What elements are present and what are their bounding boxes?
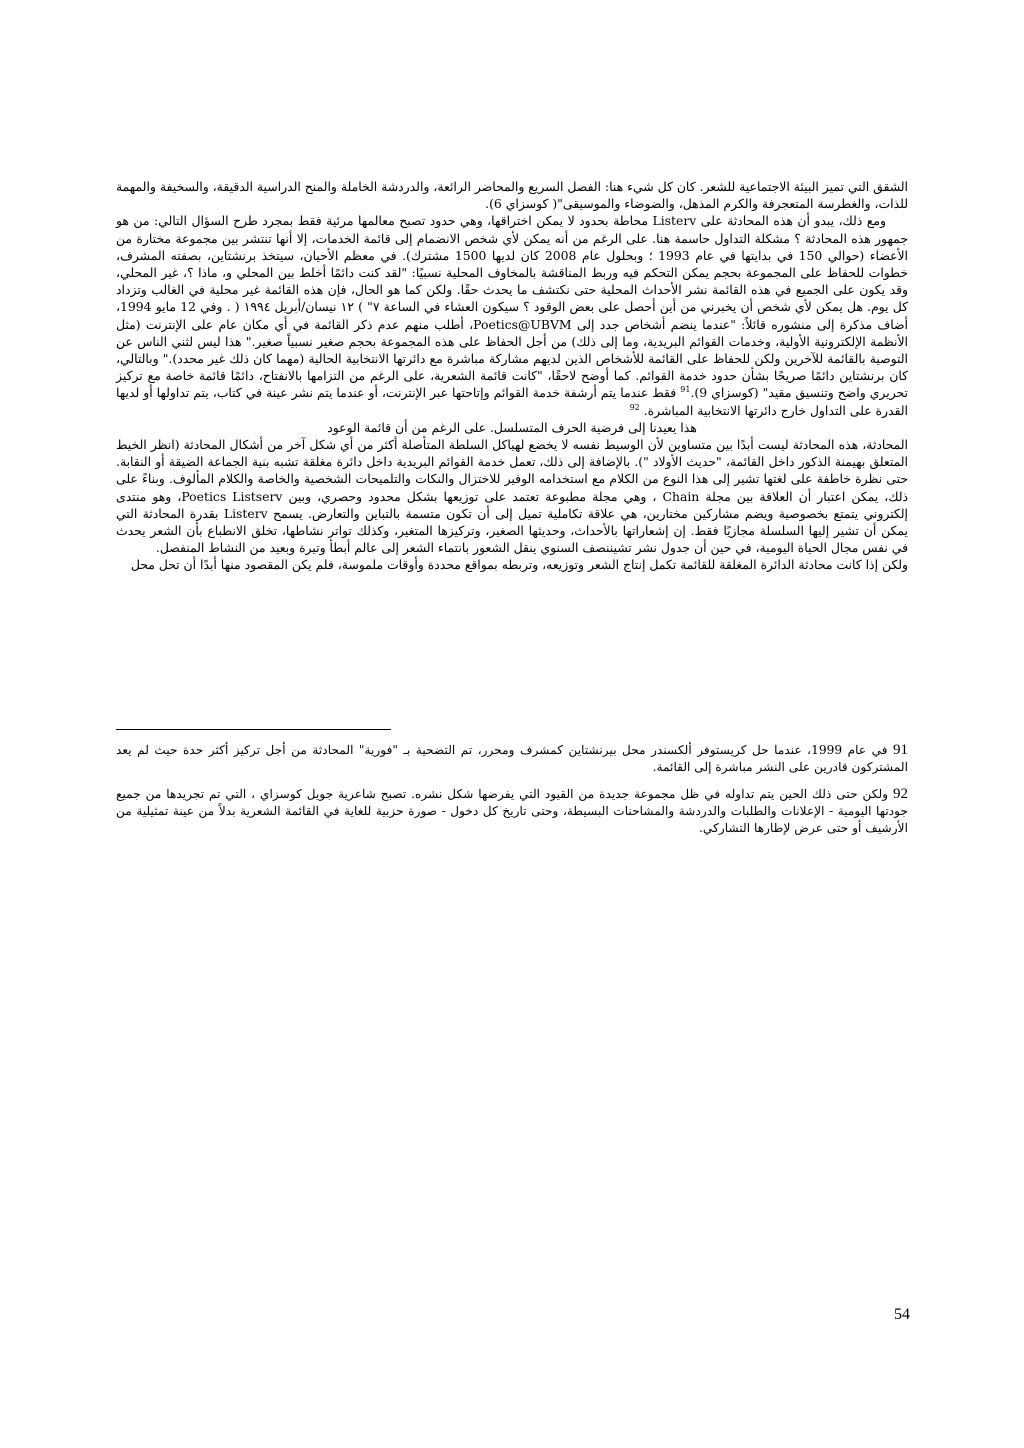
- footnote-ref-91: 91: [680, 385, 691, 395]
- paragraph-3: [116, 419, 908, 436]
- footnote-91-number: 91: [893, 742, 909, 758]
- footnote-ref-92: 92: [629, 402, 640, 412]
- footnote-92-number: 92: [893, 786, 908, 802]
- paragraph-4-text: المحادثة، هذه المحادثة ليست أبدًا بين متساوين لأن الوسيط نفسه لا يخضع لهياكل السلطة المتأصلة أكثر من أي شكل آخر من أشكال المحادثة (انظر الخيط المتعلق بهيمنة الذكور داخل القائمة، "حديث الأولاد "). بالإضافة إلى ذلك، تعمل خدمة القوائم البريدية داخل دائرة مغلقة تشبه بنية الجماعة الضيقة أو النقابة. حتى نظرة خاطفة على لغتها تشير إلى هذا النوع من الكلام مع استخدامه الوفير للاختزال والنكات والتلميحات الشخصية والخاصة والكلام المألوف. وبناءً على ذلك، يمكن اعتبار أن العلاقة بين مجلة Chain ، وهي مجلة مطبوعة تعتمد على توزيعها بشكل محدود وحصري، وبين Poetics Listserv، وهو منتدى إلكتروني يتمتع بخصوصية ويضم مشاركين مختارين، هي علاقة تكاملية تميل إلى أن تكون متسمة بالتباين والتعارض. يسمح Listerv بقدرة المحادثة التي يمكن أن تشير إليها السلسلة مجازيًا فقط. إن إشعاراتها بالأحداث، وحديثها الصغير، وتركيزها المتغير، وكذلك تواتر نشاطها، تخلق الانطباع بأن الشعر يحدث في نفس مجال الحياة اليومية، في حين أن جدول نشر تشيننصف السنوي ينقل الشعور بانتماء الشعر إلى عالم أبطأ وتيرة وبعيد من النشاط المنفصل.: [116, 437, 909, 556]
- body-text: [116, 178, 908, 574]
- footnote-91-text: في عام 1999، عندما حل كريستوفر ألكسندر محل بيرنشتاين كمشرف ومحرر، تم التضحية بـ "فورية" المحادثة من أجل تركيز أكثر حدة حيث لم يعد المشتركون قادرين على النشر مباشرة إلى القائمة.: [116, 743, 908, 774]
- paragraph-5: [116, 556, 908, 573]
- paragraph-2: [116, 212, 908, 418]
- page-number: 54: [894, 1306, 910, 1323]
- paragraph-5-text: ولكن إذا كانت محادثة الدائرة المغلقة للقائمة تكمل إنتاج الشعر وتوزيعه، وتربطه بمواقع محددة وأوقات ملموسة، فلم يكن المقصود منها أبدًا أن تحل محل: [130, 557, 908, 573]
- footnote-92: [116, 786, 908, 837]
- paragraph-3-text: هذا يعيدنا إلى فرضية الحرف المتسلسل. على الرغم من أن قائمة الوعود: [327, 419, 697, 435]
- paragraph-2-tail: فقط عندما يتم أرشفة خدمة القوائم وإتاحتها عبر الإنترنت، أو عندما يتم نشر عينة في كتاب، يتم تداولها أو لديها القدرة على التداول خارج دائرتها الانتخابية المباشرة.: [116, 385, 908, 418]
- paragraph-4: [116, 436, 908, 556]
- paragraph-2-text: ومع ذلك، يبدو أن هذه المحادثة على Listerv محاطة بحدود لا يمكن اختراقها، وهي حدود تصبح معالمها مرئية فقط بمجرد طرح السؤال التالي: من هو جمهور هذه المحادثة ؟ مشكلة التداول حاسمة هنا. على الرغم من أنه يمكن لأي شخص الانضمام إلى قائمة الخدمات، إلا أنها تنتشر بين مجموعة مختارة من الأعضاء (حوالي 150 في بدايتها في عام 1993 ؛ وبحلول عام 2008 كان لديها 1500 مشترك). في معظم الأحيان، سيتخذ برنشتاين، بصفته المشرف، خطوات للحفاظ على المجموعة بحجم يمكن التحكم فيه وربط المناقشة بالمخاوف المحلية نسبيًا: "لقد كنت دائمًا أخلط بين المحلي و، ماذا ؟، غير المحلي، وقد يكون على الجميع في هذه القائمة نشر الأحداث المحلية حتى نكتشف ما يحدث حقًا. ولكن كما هو الحال، فإن هذه القائمة غير محلية في الغالب وتزداد كل يوم. هل يمكن لأي شخص أن يخبرني من أين أحصل على بعض الوقود ؟ سيكون العشاء في الساعة ٧" ) ١٢ نيسان/أبريل ١٩٩٤ ( . وفي 12 مايو 1994، أضاف مذكرة إلى منشوره قائلاً: "عندما ينضم أشخاص جدد إلى Poetics@UBVM، أطلب منهم عدم ذكر القائمة في أي مكان عام على الإنترنت (مثل الأنظمة الإلكترونية الأولية، وخدمات القوائم البريدية، وما إلى ذلك) من أجل الحفاظ على هذه المجموعة بحجم صغير نسبياً صغير." هذا ليس لثني الناس عن التوصية بالقائمة للآخرين ولكن للحفاظ على القائمة للأشخاص الذين لديهم مشاركة مباشرة مع دائرتها الانتخابية الحالية (مهما كان ذلك غير محدد)." وبالتالي، كان برنشتاين دائمًا صريحًا بشأن حدود خدمة القوائم. كما أوضح لاحقًا، "كانت قائمة الشعرية، على الرغم من التزامها بالانفتاح، دائمًا قائمة خاصة مع تركيز تحريري واضح وتنسيق مقيد" (كوسزاي 9).: [116, 213, 908, 401]
- footnote-92-text: ولكن حتى ذلك الحين يتم تداوله في ظل مجموعة جديدة من القيود التي يفرضها شكل نشره. تصبح شاعرية جويل كوسزاي ، التي تم تجريدها من جميع جودتها اليومية - الإعلانات والطلبات والدردشة والمشاحنات البسيطة، وحتى تاريخ كل دخول - صورة حزبية للغاية في القائمة الشعرية بدلاً من عينة تمثيلية من الأرشيف أو حتى عرض لإطارها التشاركي.: [116, 787, 908, 835]
- footnote-separator: [116, 729, 391, 730]
- paragraph-1: [116, 178, 908, 212]
- footnote-91: [116, 742, 908, 776]
- footnotes: [116, 742, 908, 847]
- paragraph-1-text: الشقق التي تميز البيئة الاجتماعية للشعر. كان كل شيء هنا: الفصل السريع والمحاضر الرائعة، والدردشة الخاملة والمنح الدراسية الدقيقة، والسخيفة والمهمة للذات، والغطرسة المتعجرفة والكرم المذهل، والضوضاء والموسيقى"( كوسزاي 6).: [116, 179, 908, 212]
